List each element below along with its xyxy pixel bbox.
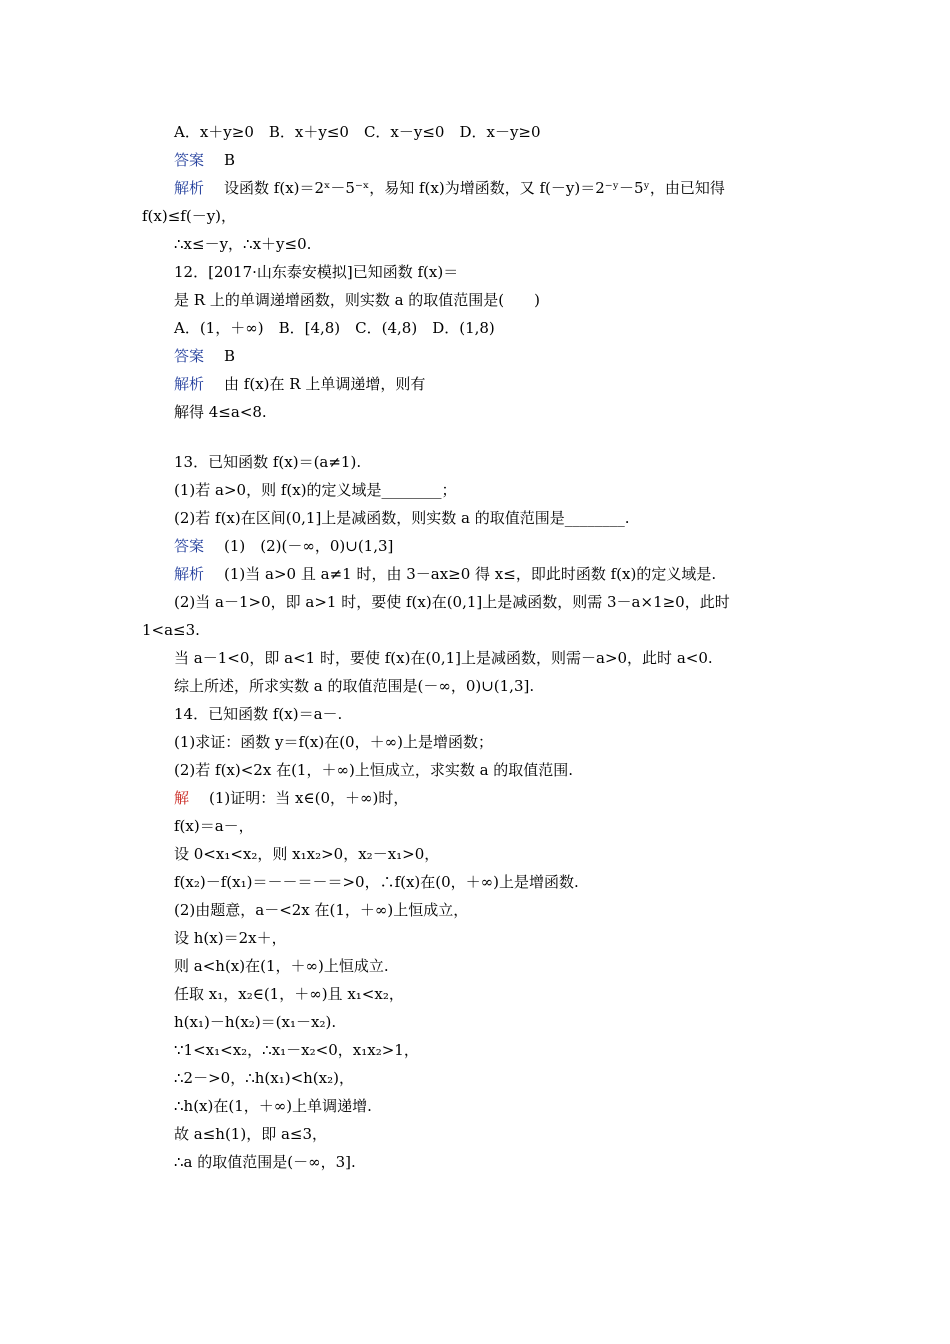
q14-solution-line: f(x)＝a－， <box>174 817 254 835</box>
q14-solution-line: ∴2－>0，∴h(x₁)<h(x₂)， <box>174 1069 354 1087</box>
q12-analysis <box>174 374 425 394</box>
answer-label: 答案 <box>174 537 205 555</box>
analysis-text: 由 f(x)在 R 上单调递增，则有 <box>224 375 426 393</box>
q14-solution-line: ∴a 的取值范围是(－∞，3]. <box>174 1153 356 1171</box>
q14-solution-line: f(x₂)－f(x₁)＝－－＝－＝>0，∴f(x)在(0，＋∞)上是增函数. <box>174 873 579 891</box>
q12-analysis-line: 解得 4≤a<8. <box>174 403 267 421</box>
answer-value: (1) (2)(－∞，0)∪(1,3] <box>224 537 394 555</box>
q11-analysis-line: f(x)≤f(－y)， <box>142 207 237 225</box>
q12-options: A．(1，＋∞) B．[4,8) C．(4,8) D．(1,8) <box>174 319 495 337</box>
q12-stem: 12．[2017·山东泰安模拟]已知函数 f(x)＝ <box>174 263 459 281</box>
q13-analysis-line: (2)当 a－1>0，即 a>1 时，要使 f(x)在(0,1]上是减函数，则需 3－a×1≥0，此时 <box>174 593 730 611</box>
q12-answer <box>174 346 235 366</box>
q14-solution-line: 则 a<h(x)在(1，＋∞)上恒成立. <box>174 957 389 975</box>
q14-solution-line: 设 0<x₁<x₂，则 x₁x₂>0，x₂－x₁>0， <box>174 845 440 863</box>
q11-options: A．x＋y≥0 B．x＋y≤0 C．x－y≤0 D．x－y≥0 <box>174 123 541 141</box>
q11-analysis <box>174 178 725 198</box>
analysis-label: 解析 <box>174 179 205 197</box>
q14-solution-line: (2)由题意，a－<2x 在(1，＋∞)上恒成立， <box>174 901 469 919</box>
q12-stem-line: 是 R 上的单调递增函数，则实数 a 的取值范围是( ) <box>174 291 541 309</box>
q11-analysis-line: ∴x≤－y，∴x＋y≤0. <box>174 235 312 253</box>
q13-part-2: (2)若 f(x)在区间(0,1]上是减函数，则实数 a 的取值范围是________. <box>174 509 630 527</box>
q14-part-1: (1)求证：函数 y＝f(x)在(0，＋∞)上是增函数； <box>174 733 493 751</box>
q13-answer <box>174 536 393 556</box>
q14-solution-line: ∴h(x)在(1，＋∞)上单调递增. <box>174 1097 372 1115</box>
answer-value: B <box>224 151 236 169</box>
answer-label: 答案 <box>174 151 205 169</box>
analysis-label: 解析 <box>174 565 205 583</box>
analysis-text: 设函数 f(x)＝2ˣ－5⁻ˣ，易知 f(x)为增函数，又 f(－y)＝2⁻ʸ－5ʸ，由已知得 <box>224 179 725 197</box>
q13-analysis-line: 1<a≤3. <box>142 621 200 639</box>
q13-stem: 13．已知函数 f(x)＝(a≠1). <box>174 453 362 471</box>
q14-solution-line: 设 h(x)＝2x＋， <box>174 929 287 947</box>
q13-analysis-line: 当 a－1<0，即 a<1 时，要使 f(x)在(0,1]上是减函数，则需－a>0，此时 a<0. <box>174 649 713 667</box>
answer-label: 答案 <box>174 347 205 365</box>
solution-text: (1)证明：当 x∈(0，＋∞)时， <box>209 789 409 807</box>
q11-answer <box>174 150 235 170</box>
q14-solution <box>174 788 408 808</box>
analysis-text: (1)当 a>0 且 a≠1 时，由 3－ax≥0 得 x≤，即此时函数 f(x)的定义域是. <box>224 565 717 583</box>
q14-solution-line: h(x₁)－h(x₂)＝(x₁－x₂). <box>174 1013 337 1031</box>
solution-label: 解 <box>174 789 190 807</box>
q13-analysis-line: 综上所述，所求实数 a 的取值范围是(－∞，0)∪(1,3]. <box>174 677 535 695</box>
q14-solution-line: 故 a≤h(1)，即 a≤3， <box>174 1125 328 1143</box>
q13-part-1: (1)若 a>0，则 f(x)的定义域是________； <box>174 481 457 499</box>
answer-value: B <box>224 347 236 365</box>
q14-part-2: (2)若 f(x)<2x 在(1，＋∞)上恒成立，求实数 a 的取值范围. <box>174 761 574 779</box>
q13-analysis <box>174 564 716 584</box>
q14-stem: 14．已知函数 f(x)＝a－. <box>174 705 343 723</box>
q14-solution-line: ∵1<x₁<x₂，∴x₁－x₂<0，x₁x₂>1， <box>174 1041 419 1059</box>
analysis-label: 解析 <box>174 375 205 393</box>
q14-solution-line: 任取 x₁，x₂∈(1，＋∞)且 x₁<x₂， <box>174 985 404 1003</box>
